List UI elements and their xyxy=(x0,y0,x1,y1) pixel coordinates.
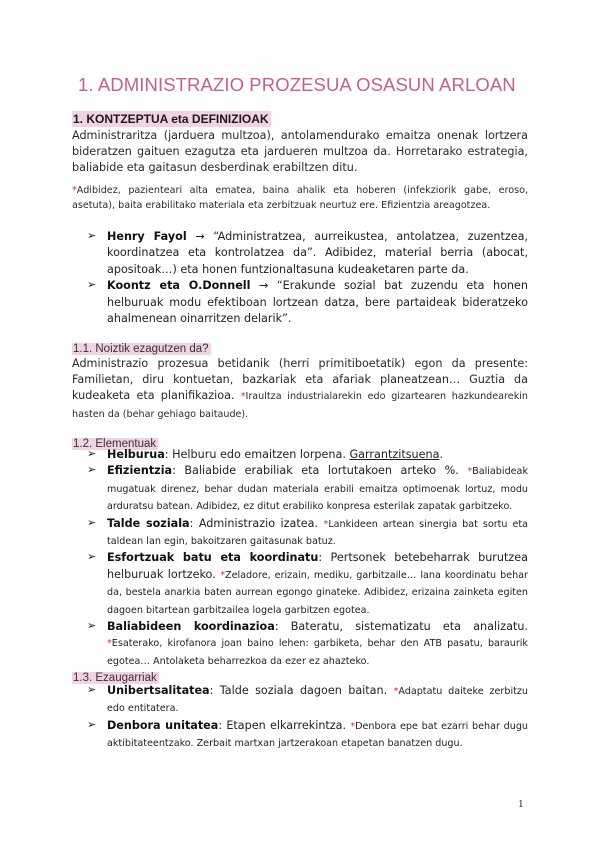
note-star: * xyxy=(467,466,473,478)
section-1-heading: 1. KONTZEPTUA eta DEFINIZIOAK xyxy=(73,112,269,126)
note-text: Adibidez, pazienteari alta ematea, baina ahalik eta hoberen (infekziorik gabe, eroso, asetuta), baita erabilitako materiala eta zerbitzuak neurtuz ere. Efizientzia areagotzea. xyxy=(72,184,528,211)
section-1-note xyxy=(72,183,528,214)
bullet-arrow-icon: ➢ xyxy=(87,550,97,564)
section-1-paragraph: Administraritza (jarduera multzoa), antolamendurako emaitza onenak lortzera bideratzen gaituen ezagutza eta jardueren multzoa da. Horretarako estrategia, baliabide eta gaitasun desberdinak erabiltzen ditu. xyxy=(72,129,528,175)
section-1-1-paragraph xyxy=(72,356,528,423)
note-star: * xyxy=(393,686,399,697)
note-star: * xyxy=(107,638,112,650)
note-star: * xyxy=(350,720,356,732)
item-term: Helburua xyxy=(107,448,165,461)
list-item xyxy=(87,619,528,670)
note-text: Zeladore, erizain, mediku, garbitzaile… lana koordinatu behar da, bestela anarkia baten aurrean egongo ginateke. Adibidez, erizaina zainketa egiten dagoen bitartean garbitzailea logela garbitzen egotea. xyxy=(107,569,528,616)
item-term: Unibertsalitatea xyxy=(107,684,210,697)
item-text: : Helburu edo emaitzen lorpena. xyxy=(164,448,350,461)
note-text: Iraultza industrialarekin edo gizartearen hazkundearekin hasten da (behar gehiago baitaude). xyxy=(72,391,528,420)
list-item xyxy=(87,718,528,753)
item-term: Talde soziala xyxy=(107,516,190,530)
section-1-1 xyxy=(72,337,528,423)
paragraph-text: Administrazio prozesua betidanik (herri primitiboetatik) egon da presente: Familietan, diru kontuetan, bazkariak eta afariak planeatzean… Guztia da kudeaketa eta planifikazioa. xyxy=(72,357,528,403)
bullet-text: “Administratzea, aurreikustea, antolatzea, zuzentzea, koordinatzea eta kontrolatzea da”. Adibidez, material berria (abocat, apositoak…) eta honen funtzionaltasuna kudeaketaren parte da. xyxy=(107,230,528,276)
note-star: * xyxy=(72,184,77,196)
item-text: : Bateratu, sistematizatu eta analizatu. xyxy=(274,620,528,634)
item-text: : Baliabide erabiliak eta lortutakoen arteko %. xyxy=(172,464,468,478)
document-title: 1. ADMINISTRAZIO PROZESUA OSASUN ARLOAN xyxy=(78,74,516,95)
note-star: * xyxy=(240,391,246,403)
bullet-arrow-icon: ➢ xyxy=(87,278,97,292)
list-item xyxy=(87,683,528,718)
page-number: 1 xyxy=(518,798,524,810)
section-1-3-heading: 1.3. Ezaugarriak xyxy=(73,672,157,684)
list-item xyxy=(87,447,528,463)
section-1-1-heading: 1.1. Noiztik ezagutzen da? xyxy=(73,343,209,355)
bullet-arrow-icon: ➢ xyxy=(87,515,97,529)
note-text: Adaptatu daiteke zerbitzu edo entitatera. xyxy=(107,686,528,715)
note-text: Esaterako, kirofanora joan baino lehen: garbiketa, behar den ATB pasatu, baraurik egotea… Antolaketa beharrezkoa da ezer ez ahazteko. xyxy=(107,638,528,667)
section-1-3-list xyxy=(87,683,528,753)
item-term: Baliabideen koordinazioa xyxy=(107,620,275,634)
item-term: Efizientzia xyxy=(107,464,173,478)
list-item xyxy=(87,550,528,619)
list-item xyxy=(87,463,528,515)
section-1-2-list xyxy=(87,447,528,670)
item-text: : Pertsonek betebeharrak burutzea helburuak lortzeko. xyxy=(107,551,528,581)
note-star: * xyxy=(323,518,329,530)
note-text: Lankideen artean sinergia bat sortu eta taldean lan egin, bakoitzaren gaitasunak batuz. xyxy=(107,518,528,548)
item-after: . xyxy=(439,448,444,461)
note-text: Denbora epe bat ezarri behar dugu aktibitateentzako. Zerbait martxan jartzerakoan etapetan banatzen dugu. xyxy=(107,720,529,750)
section-1 xyxy=(72,108,528,213)
item-text: : Administrazio izatea. xyxy=(189,516,324,530)
note-star: * xyxy=(220,569,226,581)
bullet-arrow: → xyxy=(195,230,205,243)
bullet-text: “Erakunde sozial bat zuzendu eta honen helburuak modu efektiboan lortzean datza, bere partaideak bideratzeko ahalmenean oinarritzen delarik”. xyxy=(107,279,528,326)
bullet-term: Koontz eta O.Donnell xyxy=(107,279,251,293)
list-item xyxy=(87,516,528,551)
item-text: : Etapen elkarrekintza. xyxy=(218,718,351,732)
item-underlined: Garrantzitsuena xyxy=(349,448,440,461)
section-1-bullets xyxy=(87,229,528,327)
bullet-term: Henry Fayol xyxy=(107,230,187,243)
bullet-arrow-icon: ➢ xyxy=(87,463,97,477)
bullet-arrow-icon: ➢ xyxy=(87,229,97,242)
bullet-arrow: → xyxy=(258,279,269,293)
item-term: Denbora unitatea xyxy=(107,718,219,732)
bullet-arrow-icon: ➢ xyxy=(87,683,97,696)
section-1-2-heading: 1.2. Elementuak xyxy=(73,438,157,450)
item-text: : Talde soziala dagoen baitan. xyxy=(209,684,394,697)
bullet-arrow-icon: ➢ xyxy=(87,717,97,731)
note-text: Baliabideak mugatuak direnez, behar dudan materiala erabili emaitza optimoenak lortuz, modu arduratsu batean. Adibidez, ez ditut erabiliko konpresa esterilak zapatak garbitzeko. xyxy=(107,466,528,513)
item-term: Esfortzuak batu eta koordinatu xyxy=(107,551,319,565)
list-item xyxy=(87,278,528,327)
bullet-arrow-icon: ➢ xyxy=(87,619,97,633)
bullet-arrow-icon: ➢ xyxy=(87,447,97,460)
list-item xyxy=(87,229,528,278)
